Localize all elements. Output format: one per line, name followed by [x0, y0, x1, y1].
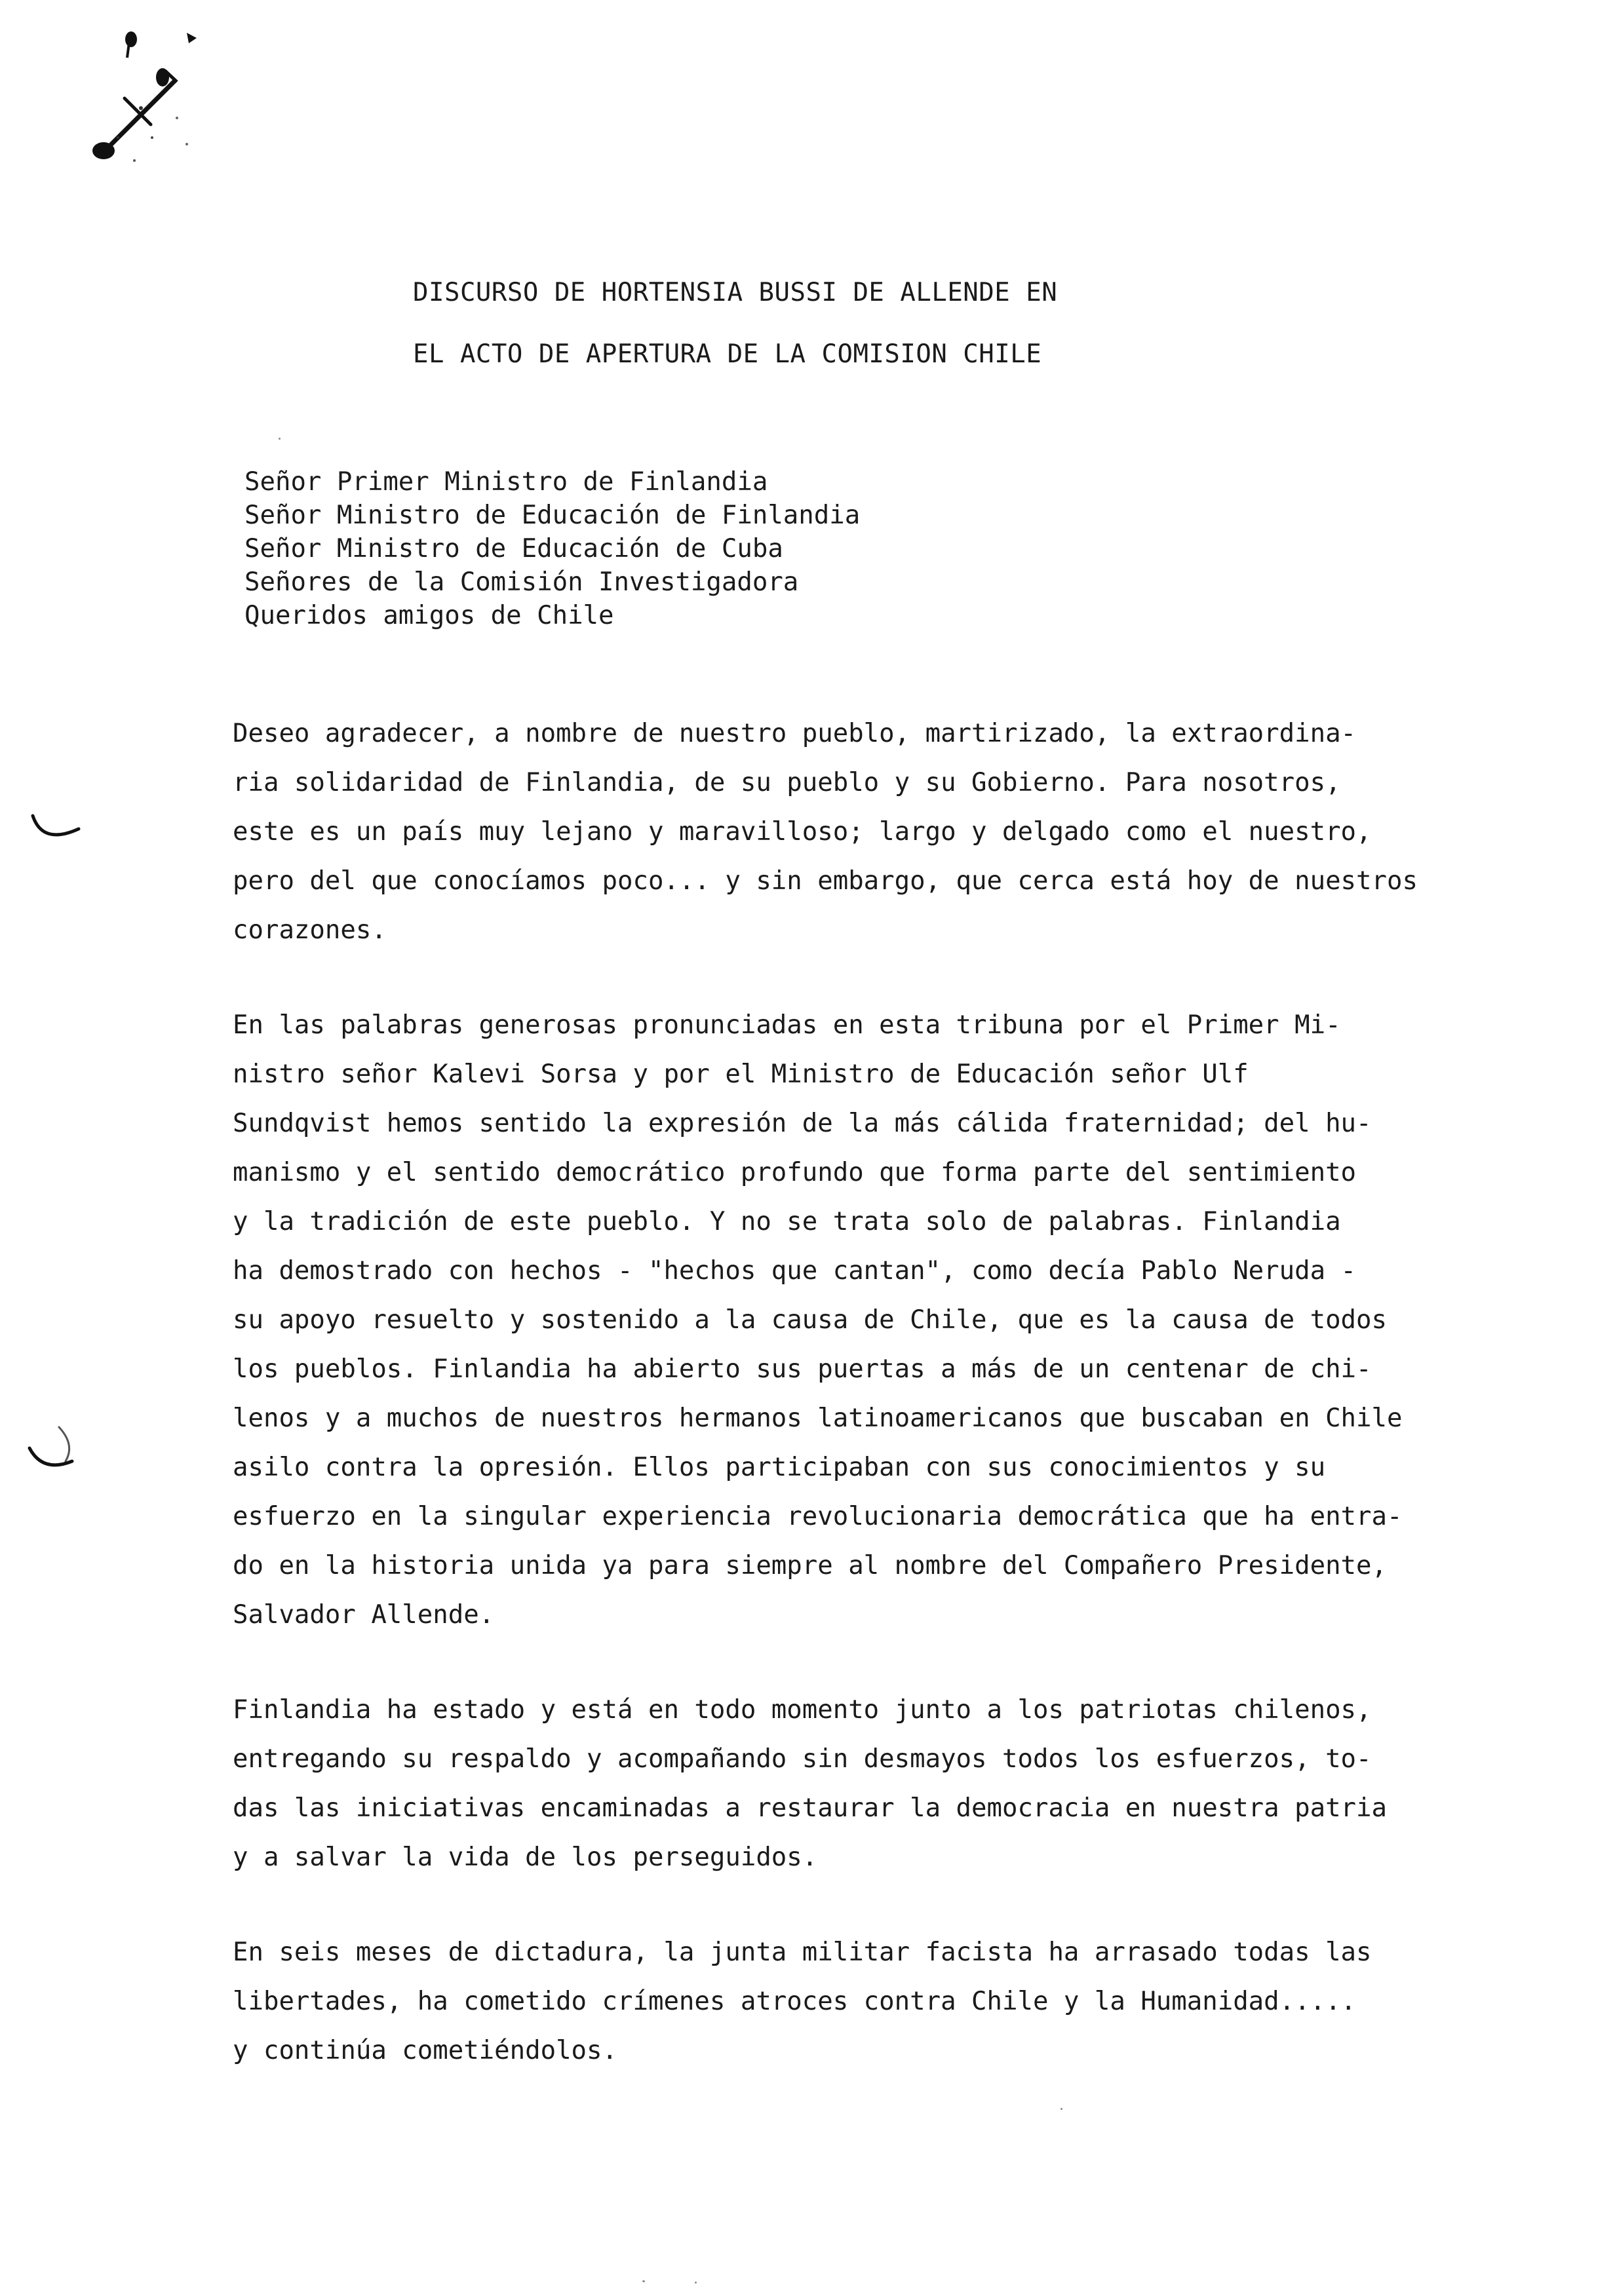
text-line: lenos y a muchos de nuestros hermanos latinoamericanos que buscaban en Chile — [233, 1404, 1403, 1433]
title-line: EL ACTO DE APERTURA DE LA COMISION CHILE — [413, 339, 1042, 369]
text-line: y continúa cometiéndolos. — [233, 2036, 617, 2065]
scan-speck — [279, 438, 281, 440]
paragraph — [233, 709, 1517, 955]
text-line: los pueblos. Finlandia ha abierto sus puertas a más de un centenar de chi- — [233, 1354, 1372, 1384]
salutation-line: Señor Ministro de Educación de Cuba — [244, 534, 783, 564]
text-line: este es un país muy lejano y maravilloso; largo y delgado como el nuestro, — [233, 817, 1372, 847]
text-line: manismo y el sentido democrático profundo que forma parte del sentimiento — [233, 1158, 1357, 1187]
salutation-line: Señor Ministro de Educación de Finlandia — [244, 501, 861, 530]
text-line: pero del que conocíamos poco... y sin embargo, que cerca está hoy de nuestros — [233, 866, 1418, 896]
text-line: Sundqvist hemos sentido la expresión de la más cálida fraternidad; del hu- — [233, 1109, 1372, 1138]
salutation-line: Señores de la Comisión Investigadora — [244, 567, 799, 597]
text-line: asilo contra la opresión. Ellos participaban con sus conocimientos y su — [233, 1453, 1326, 1482]
text-line: libertades, ha cometido crímenes atroces contra Chile y la Humanidad..... — [233, 1987, 1357, 2016]
text-line: En las palabras generosas pronunciadas en esta tribuna por el Primer Mi- — [233, 1010, 1341, 1040]
paragraph — [233, 1928, 1517, 2075]
document-title — [413, 262, 1199, 385]
text-line: nistro señor Kalevi Sorsa y por el Ministro de Educación señor Ulf — [233, 1060, 1249, 1089]
paragraph — [233, 1685, 1517, 1882]
paragraph — [233, 1001, 1517, 1639]
salutation-block — [244, 465, 1228, 632]
text-line: y a salvar la vida de los perseguidos. — [233, 1843, 818, 1872]
text-line: esfuerzo en la singular experiencia revolucionaria democrática que ha entra- — [233, 1502, 1403, 1531]
text-line: Finlandia ha estado y está en todo momento junto a los patriotas chilenos, — [233, 1695, 1372, 1725]
text-line: ha demostrado con hechos - "hechos que cantan", como decía Pablo Neruda - — [233, 1256, 1357, 1286]
punch-hole-mark — [26, 796, 85, 855]
punch-hole-mark — [20, 1422, 79, 1481]
text-line: y la tradición de este pueblo. Y no se trata solo de palabras. Finlandia — [233, 1207, 1341, 1236]
text-line: Deseo agradecer, a nombre de nuestro pueblo, martirizado, la extraordina- — [233, 719, 1357, 748]
text-line: entregando su respaldo y acompañando sin desmayos todos los esfuerzos, to- — [233, 1744, 1372, 1774]
text-line: corazones. — [233, 915, 387, 945]
scan-speck — [695, 2282, 697, 2284]
scan-speck — [642, 2280, 645, 2282]
title-line: DISCURSO DE HORTENSIA BUSSI DE ALLENDE EN — [413, 278, 1058, 307]
text-line: En seis meses de dictadura, la junta militar facista ha arrasado todas las — [233, 1938, 1372, 1967]
ink-splatter-mark — [79, 20, 223, 170]
text-line: ria solidaridad de Finlandia, de su pueblo y su Gobierno. Para nosotros, — [233, 768, 1341, 797]
text-line: das las iniciativas encaminadas a restaurar la democracia en nuestra patria — [233, 1793, 1387, 1823]
salutation-line: Queridos amigos de Chile — [244, 601, 614, 630]
text-line: Salvador Allende. — [233, 1600, 495, 1630]
text-line: do en la historia unida ya para siempre al nombre del Compañero Presidente, — [233, 1551, 1387, 1580]
salutation-line: Señor Primer Ministro de Finlandia — [244, 467, 768, 497]
speech-body — [233, 709, 1517, 2121]
text-line: su apoyo resuelto y sostenido a la causa de Chile, que es la causa de todos — [233, 1305, 1387, 1335]
